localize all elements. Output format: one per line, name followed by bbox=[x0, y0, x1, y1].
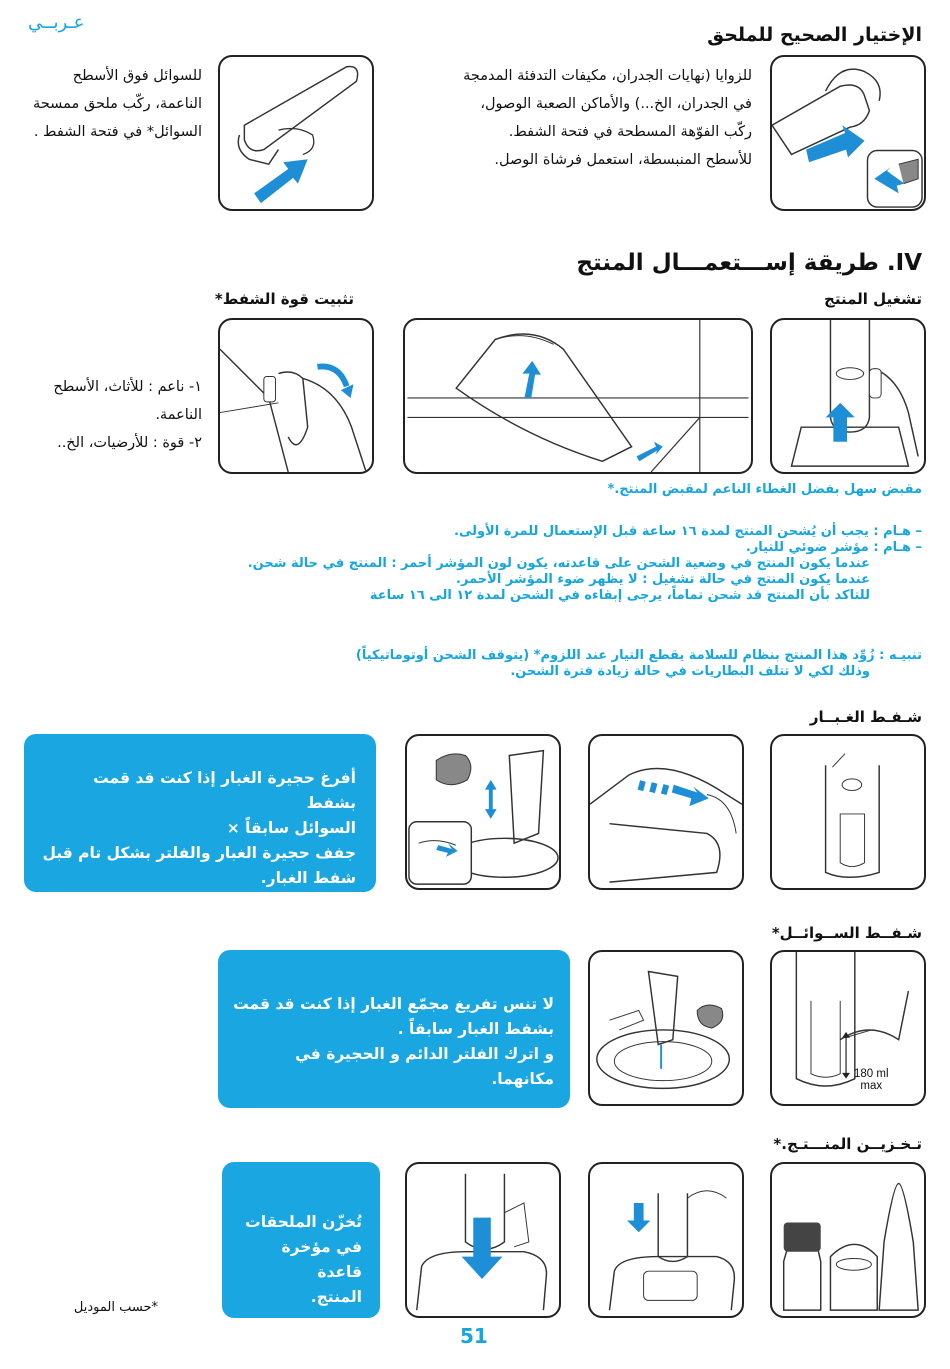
corners-instructions: للزوايا (نهايات الجدران، مكيفات التدفئة المدمجة في الجدران، الخ...) والأماكن الصعبة الوصول، ركّب الفوّهة المسطحة في فتحة الشفط. للأسطح المنبسطة، استعمل فرشاة الوصل. bbox=[463, 68, 752, 168]
page-number: 51 bbox=[460, 1324, 488, 1348]
suction-options: ١- ناعم : للأثاث، الأسطح الناعمة. ٢- قوة : للأرضيات، الخ.. bbox=[53, 379, 202, 451]
handle-note: مقبض سهل بفضل الغطاء الناعم لمقبض المنتج.* bbox=[607, 482, 922, 497]
dust-step-1 bbox=[770, 734, 926, 890]
liquids-title: شـفــط الســوائــل* bbox=[771, 924, 922, 942]
dust-step-3 bbox=[405, 734, 561, 890]
section-number: IV. bbox=[886, 250, 922, 276]
section-title: طريقة إســـتعمـــال المنتج bbox=[576, 250, 879, 276]
operate-label: تشغيل المنتج bbox=[824, 290, 922, 308]
dust-step-2 bbox=[588, 734, 744, 890]
dust-instructions-box: أفرغ حجيرة الغبار إذا كنت قد قمت بشفط السوائل سابقاً × جفف حجيرة الغبار والفلتر بشكل تام قبل شفط الغبار. bbox=[24, 734, 376, 892]
section-iv-heading bbox=[522, 250, 922, 276]
liquid-squeegee-illustration bbox=[218, 55, 374, 211]
attachments-title: الإختيار الصحيح للملحق bbox=[707, 24, 922, 46]
dust-title: شـفـط الغـبــار bbox=[809, 708, 922, 726]
suction-power-label: تثبيت قوة الشفط* bbox=[214, 290, 354, 308]
suction-switch-illustration bbox=[218, 318, 374, 474]
capacity-label: 180 ml max bbox=[854, 1068, 889, 1092]
storage-step-1 bbox=[405, 1162, 561, 1318]
storage-step-2 bbox=[588, 1162, 744, 1318]
liquids-step-2 bbox=[588, 950, 744, 1106]
model-note: *حسب الموديل bbox=[73, 1300, 158, 1315]
safety-warning: تنبيـه : زُوِّد هذا المنتج بنظام للسلامة يقطع التيار عند اللزوم* (يتوقف الشحن أوتوماتيكياً) وذلك لكي لا تتلف البطاريات في حالة زيادة فترة الشحن. bbox=[355, 648, 922, 679]
language-label: عـربــي bbox=[28, 12, 85, 33]
liquids-step-1 bbox=[770, 950, 926, 1106]
handle-illustration bbox=[403, 318, 753, 474]
liquids-instructions: للسوائل فوق الأسطح الناعمة، ركّب ملحق ممسحة السوائل* في فتحة الشفط . bbox=[33, 68, 202, 140]
charging-notes: – هـام : يجب أن يُشحن المنتج لمدة ١٦ ساعة قبل الإستعمال للمرة الأولى. – هـام : مؤشر ضوئي للتيار. عندما يكون المنتج في وضعية الشحن على قاعدته، يكون لون المؤشر أحمر : المنتج في حالة شحن. عندما يكون المنتج في حالة تشغيل : لا يظهر ضوء المؤشر الأحمر. للتاكد بأن المنتج قد شحن تماماً، يرجى إبقاءه في الشحن لمدة ١٢ الى ١٦ ساعة bbox=[247, 524, 922, 603]
storage-instructions-box: تُخزّن الملحقات في مؤخرة قاعدة المنتج. bbox=[222, 1162, 380, 1318]
operate-illustration bbox=[770, 318, 926, 474]
liquids-instructions-box: لا تنس تفريغ مجمّع الغبار إذا كنت قد قمت بشفط الغبار سابقاً . و اترك الفلتر الدائم و الحجيرة في مكانهما. bbox=[218, 950, 570, 1108]
storage-accessories bbox=[770, 1162, 926, 1318]
corners-illustration bbox=[770, 55, 926, 211]
storage-title: تـخـزيــن المنـــتـج.* bbox=[773, 1135, 922, 1153]
